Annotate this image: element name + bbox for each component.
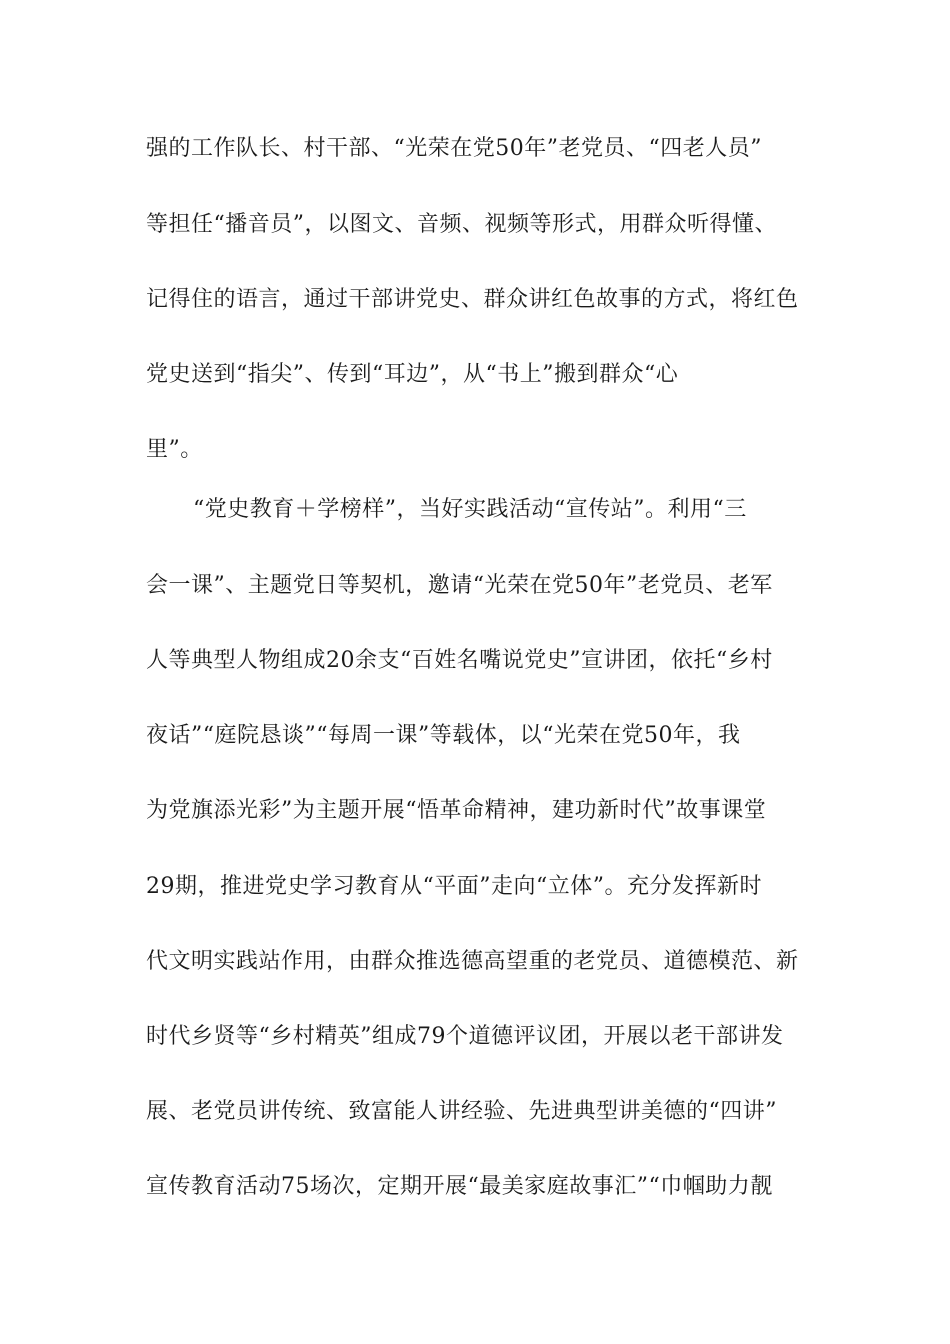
body-text-line: 为党旗添光彩”为主题开展“悟革命精神，建功新时代”故事课堂 — [146, 798, 767, 823]
body-text-line: 党史送到“指尖”、传到“耳边”，从“书上”搬到群众“心 — [146, 362, 679, 387]
body-text-line: 宣传教育活动75场次，定期开展“最美家庭故事汇”“巾帼助力靓 — [146, 1174, 773, 1199]
body-text-line: 29期，推进党史学习教育从“平面”走向“立体”。充分发挥新时 — [146, 874, 762, 899]
body-text-line: 等担任“播音员”，以图文、音频、视频等形式，用群众听得懂、 — [146, 212, 777, 237]
body-text-line: 人等典型人物组成20余支“百姓名嘴说党史”宣讲团，依托“乡村 — [146, 648, 773, 673]
body-text-line: 强的工作队长、村干部、“光荣在党50年”老党员、“四老人员” — [146, 136, 762, 161]
body-text-line: 里”。 — [146, 437, 203, 462]
body-text-line: 展、老党员讲传统、致富能人讲经验、先进典型讲美德的“四讲” — [146, 1099, 777, 1124]
body-text-line: 夜话”“庭院恳谈”“每周一课”等载体，以“光荣在党50年，我 — [146, 723, 741, 748]
body-text-line: 会一课”、主题党日等契机，邀请“光荣在党50年”老党员、老军 — [146, 573, 773, 598]
body-text-line: 记得住的语言，通过干部讲党史、群众讲红色故事的方式，将红色 — [146, 287, 799, 312]
body-text-line: 代文明实践站作用，由群众推选德高望重的老党员、道德模范、新 — [146, 949, 799, 974]
body-text-line: 时代乡贤等“乡村精英”组成79个道德评议团，开展以老干部讲发 — [146, 1024, 784, 1049]
paragraph-first-line: “党史教育＋学榜样”，当好实践活动“宣传站”。利用“三 — [193, 497, 747, 522]
